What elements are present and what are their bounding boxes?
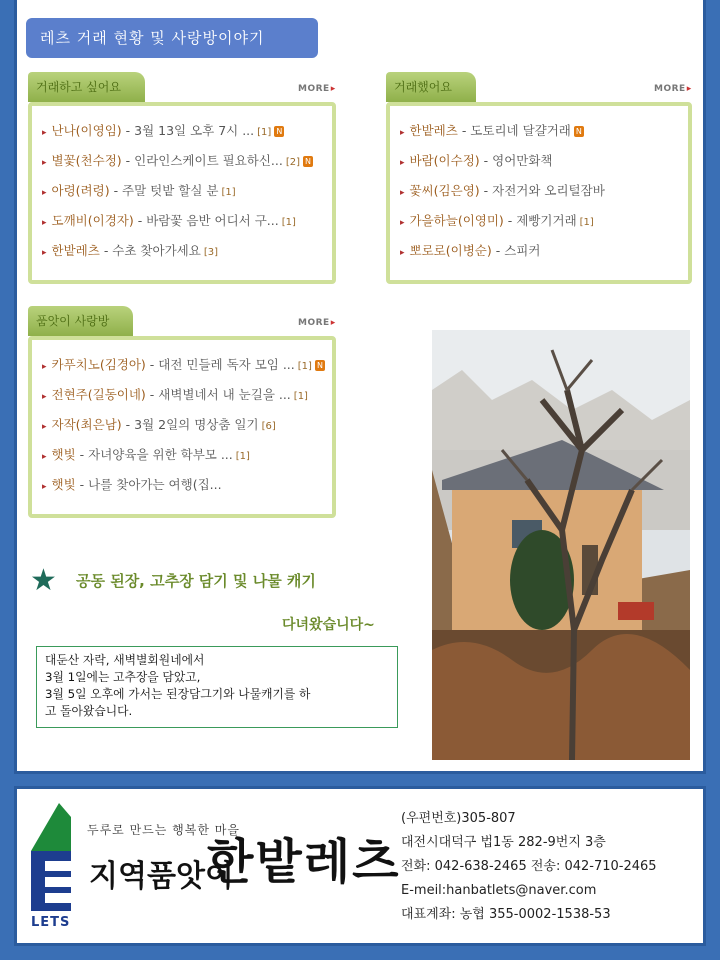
- item-title[interactable]: - 3월 13일 오후 7시 ...: [121, 123, 255, 138]
- comment-count: [1]: [293, 391, 308, 402]
- comment-count: [6]: [261, 421, 276, 432]
- item-title[interactable]: - 주말 텃밭 할실 분: [109, 183, 219, 198]
- item-title[interactable]: - 3월 2일의 명상춤 일기: [121, 417, 259, 432]
- item-author[interactable]: 도깨비(이경자): [51, 213, 134, 228]
- item-author[interactable]: 바람(이수정): [409, 153, 480, 168]
- item-title[interactable]: - 스피커: [491, 243, 541, 258]
- new-badge-icon: N: [315, 360, 325, 371]
- bullet-arrow-icon: ▸: [42, 392, 47, 402]
- comment-count: [1]: [579, 217, 594, 228]
- page-title: 레츠 거래 현황 및 사랑방이야기: [26, 18, 318, 58]
- item-title[interactable]: - 자전거와 오리털잠바: [479, 183, 605, 198]
- item-title[interactable]: - 바람꽃 음반 어디서 구...: [133, 213, 279, 228]
- item-title[interactable]: - 영어만화책: [479, 153, 553, 168]
- list-item[interactable]: [400, 176, 678, 206]
- bullet-arrow-icon: ▸: [42, 362, 47, 372]
- new-badge-icon: N: [574, 126, 584, 137]
- item-title[interactable]: - 제빵기거래: [503, 213, 577, 228]
- item-author[interactable]: 햇빛: [51, 447, 76, 462]
- bullet-arrow-icon: ▸: [42, 482, 47, 492]
- item-title[interactable]: - 도토리네 달걀거래: [457, 123, 571, 138]
- feature-subheadline: 다녀왔습니다~: [282, 617, 375, 633]
- bullet-arrow-icon: ▸: [400, 218, 405, 228]
- bullet-arrow-icon: ▸: [42, 452, 47, 462]
- comment-count: [1]: [257, 127, 272, 138]
- item-author[interactable]: 가을하늘(이영미): [409, 213, 504, 228]
- bullet-arrow-icon: ▸: [400, 158, 405, 168]
- footer: [14, 786, 706, 946]
- comment-count: [3]: [203, 247, 218, 258]
- item-title[interactable]: - 인라인스케이트 필요하신...: [121, 153, 283, 168]
- bullet-arrow-icon: ▸: [400, 128, 405, 138]
- item-title[interactable]: - 대전 민들레 독자 모임 ...: [145, 357, 295, 372]
- list-want: [28, 102, 336, 284]
- more-link-done[interactable]: MORE ▸: [654, 84, 692, 94]
- new-badge-icon: N: [303, 156, 313, 167]
- lets-logo-icon: [31, 803, 87, 931]
- item-author[interactable]: 별꽃(천수정): [51, 153, 122, 168]
- item-author[interactable]: 뽀로로(이병순): [409, 243, 492, 258]
- item-title[interactable]: - 새벽별네서 내 눈길을 ...: [145, 387, 291, 402]
- item-author[interactable]: 전현주(길동이네): [51, 387, 146, 402]
- contact-line: 대표계좌: 농협 355-0002-1538-53: [401, 907, 611, 922]
- item-author[interactable]: 햇빛: [51, 477, 76, 492]
- tab-traded[interactable]: 거래했어요: [386, 72, 476, 102]
- list-item[interactable]: [42, 470, 322, 500]
- list-item[interactable]: [42, 116, 322, 146]
- box-sarangbang: [28, 306, 336, 518]
- comment-count: [2]: [285, 157, 301, 168]
- item-title[interactable]: - 나를 찾아가는 여행(집...: [75, 477, 222, 492]
- item-author[interactable]: 아령(려령): [51, 183, 110, 198]
- item-author[interactable]: 난나(이영임): [51, 123, 122, 138]
- bullet-arrow-icon: ▸: [42, 422, 47, 432]
- more-link-room[interactable]: MORE ▸: [298, 318, 336, 328]
- list-item[interactable]: [42, 380, 322, 410]
- list-room: [28, 336, 336, 518]
- item-author[interactable]: 자작(최은남): [51, 417, 122, 432]
- contact-info: [401, 807, 657, 927]
- item-title[interactable]: - 수초 찾아가세요: [99, 243, 201, 258]
- tab-sarangbang[interactable]: 품앗이 사랑방: [28, 306, 133, 336]
- bullet-arrow-icon: ▸: [42, 188, 47, 198]
- tab-want-to-trade[interactable]: 거래하고 싶어요: [28, 72, 145, 102]
- item-author[interactable]: 한밭레츠: [51, 243, 100, 258]
- list-item[interactable]: [400, 236, 678, 266]
- item-author[interactable]: 꽃씨(김은영): [409, 183, 480, 198]
- comment-count: [1]: [235, 451, 250, 462]
- comment-count: [1]: [297, 361, 312, 372]
- list-item[interactable]: [400, 146, 678, 176]
- brand-subtitle: 지역품앗이: [89, 859, 234, 894]
- note-line: 대둔산 자락, 새벽별회원네에서: [45, 653, 205, 667]
- star-icon: ★: [30, 563, 57, 598]
- contact-line[interactable]: E-meil:hanbatlets@naver.com: [401, 883, 597, 898]
- bullet-arrow-icon: ▸: [42, 248, 47, 258]
- box-traded: [386, 72, 692, 284]
- bullet-arrow-icon: ▸: [42, 128, 47, 138]
- box-want-to-trade: [28, 72, 336, 284]
- list-item[interactable]: [42, 146, 322, 176]
- item-author[interactable]: 한밭레츠: [409, 123, 458, 138]
- list-item[interactable]: [42, 206, 322, 236]
- bullet-arrow-icon: ▸: [400, 248, 405, 258]
- feature-headline: 공동 된장, 고추장 담기 및 나물 캐기: [76, 572, 316, 590]
- item-author[interactable]: 카푸치노(김경아): [51, 357, 146, 372]
- list-item[interactable]: [42, 236, 322, 266]
- note-line: 3월 5일 오후에 가서는 된장담그기와 나물캐기를 하: [45, 687, 311, 701]
- lets-logo: [31, 803, 87, 935]
- bullet-arrow-icon: ▸: [42, 158, 47, 168]
- list-item[interactable]: [42, 410, 322, 440]
- more-link-want[interactable]: MORE ▸: [298, 84, 336, 94]
- note-line: 고 돌아왔습니다.: [45, 704, 133, 718]
- contact-line: 대전시대덕구 법1동 282-9번지 3층: [401, 835, 606, 850]
- slogan: 두루로 만드는 행복한 마을: [87, 823, 240, 837]
- list-item[interactable]: [42, 350, 322, 380]
- bullet-arrow-icon: ▸: [400, 188, 405, 198]
- contact-line: (우편번호)305-807: [401, 811, 516, 826]
- note-line: 3월 1일에는 고추장을 담았고,: [45, 670, 201, 684]
- brand-name: 한밭레츠: [207, 834, 401, 890]
- list-item[interactable]: [400, 206, 678, 236]
- list-item[interactable]: [400, 116, 678, 146]
- comment-count: [1]: [221, 187, 236, 198]
- item-title[interactable]: - 자녀양육을 위한 학부모 ...: [75, 447, 233, 462]
- new-badge-icon: N: [274, 126, 284, 137]
- house-photo: [432, 330, 690, 760]
- comment-count: [1]: [281, 217, 296, 228]
- list-done: [386, 102, 692, 284]
- house-photo-illustration: [432, 330, 690, 760]
- contact-line: 전화: 042-638-2465 전송: 042-710-2465: [401, 859, 657, 874]
- feature-note: [36, 646, 398, 728]
- list-item[interactable]: [42, 176, 322, 206]
- logo-text: LETS: [31, 915, 71, 930]
- list-item[interactable]: [42, 440, 322, 470]
- bullet-arrow-icon: ▸: [42, 218, 47, 228]
